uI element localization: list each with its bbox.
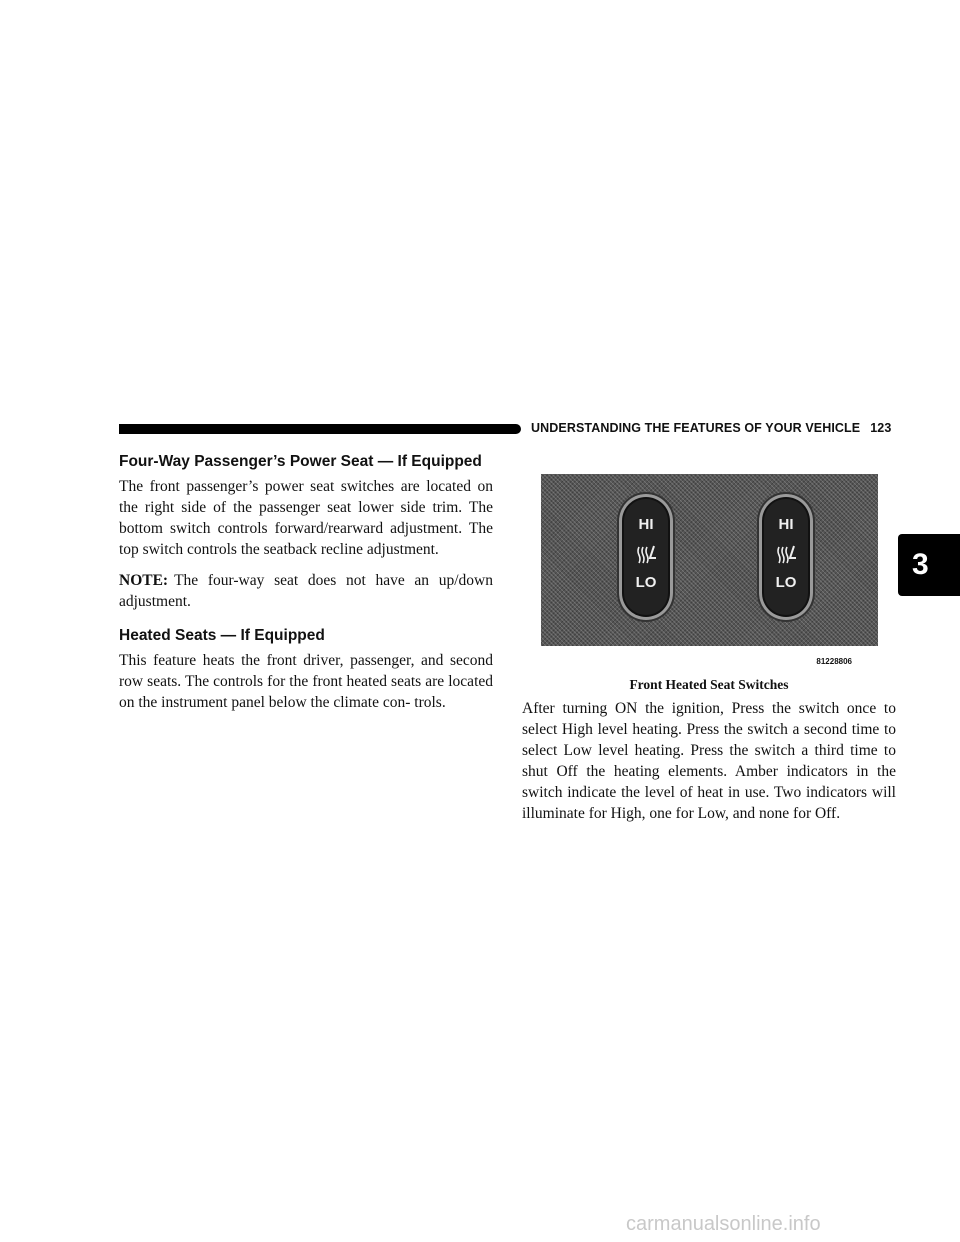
watermark: carmanualsonline.info (626, 1213, 821, 1235)
switch-lo-label: LO (635, 574, 657, 591)
note-label: NOTE: (119, 572, 169, 589)
note-paragraph (119, 570, 493, 612)
section-heading-power-seat: Four-Way Passenger’s Power Seat — If Equipped (119, 453, 482, 470)
heated-seat-operation-paragraph: After turning ON the ignition, Press the switch once to select High level heating. Press the switch a second time to select Low level heating. Press the switch a third time to shut Off the heating elements. Amber indicators in the switch indicate the level of heat in use. Two indicators will illuminate for High, one for Low, and none for Off. (522, 700, 896, 822)
running-header (531, 421, 891, 435)
figure-caption: Front Heated Seat Switches (629, 677, 789, 692)
seat-heater-icon (774, 544, 798, 566)
section-heading-heated-seats: Heated Seats — If Equipped (119, 627, 325, 644)
heated-seats-paragraph: This feature heats the front driver, passenger, and second row seats. The controls for the front heated seats are located on the instrument panel below the climate con- trols. (119, 652, 493, 711)
figure-id: 81228806 (816, 657, 852, 666)
heated-seat-switch-right (759, 494, 813, 620)
heated-seat-switches-photo (541, 474, 878, 646)
power-seat-paragraph: The front passenger’s power seat switches are located on the right side of the passenger seat lower side trim. The bottom switch controls forward/rearward adjustment. The top switch controls the seatback recline adjustment. (119, 478, 493, 558)
switch-lo-label: LO (775, 574, 797, 591)
page-number: 123 (870, 421, 892, 435)
chapter-tab: 3 (898, 534, 960, 596)
heated-seat-switch-left (619, 494, 673, 620)
header-title: UNDERSTANDING THE FEATURES OF YOUR VEHICLE (531, 421, 861, 435)
switch-hi-label: HI (778, 516, 794, 533)
header-rule (119, 424, 521, 434)
note-text: The four-way seat does not have an up/down adjustment. (119, 572, 493, 610)
seat-heater-icon (634, 544, 658, 566)
right-column (522, 698, 896, 834)
left-column (119, 452, 493, 723)
switch-hi-label: HI (638, 516, 654, 533)
